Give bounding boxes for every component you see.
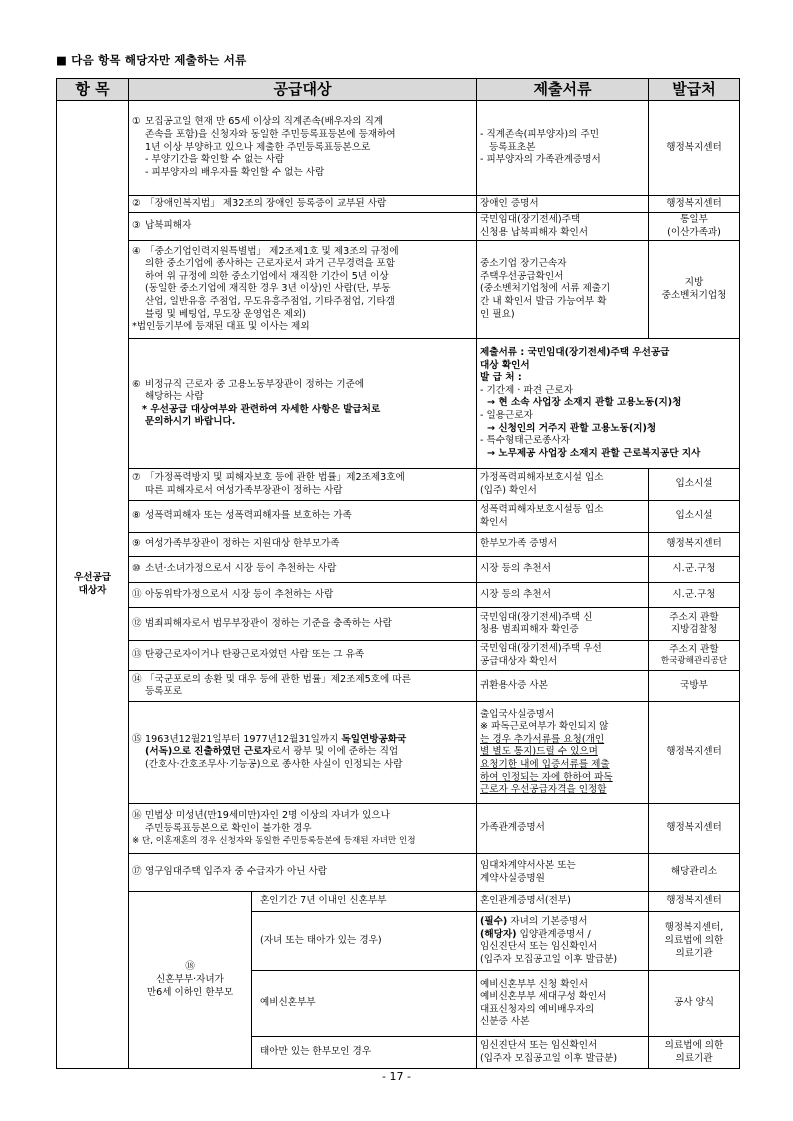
target-line: 블링 및 베팅업, 무도장 운영업은 제외) bbox=[145, 308, 307, 320]
condition-cell: 혼인기간 7년 이내인 신혼부부 bbox=[252, 892, 477, 912]
row-number: ⑦ bbox=[132, 472, 141, 484]
doc-line: - 피부양자의 가족관계증명서 bbox=[480, 154, 601, 166]
row-number: ⑩ bbox=[132, 563, 141, 575]
doc-line: 예비신혼부부 신청 확인서 bbox=[480, 978, 589, 990]
target-cell bbox=[129, 213, 477, 241]
issuer-line: 의료법에 의한 bbox=[664, 934, 724, 946]
target-line: (동일한 중소기업에 재직한 경우 3년 이상)인 사람(단, 부동 bbox=[145, 283, 391, 295]
target-line: 납북피해자 bbox=[145, 220, 192, 232]
target-line: 여성가족부장관이 정하는 지원대상 한부모가족 bbox=[145, 538, 340, 550]
target-line: 소년·소녀가정으로서 시장 등이 추천하는 사람 bbox=[145, 563, 337, 575]
issuer-cell: 행정복지센터 bbox=[649, 892, 740, 912]
target-line: *법인등기부에 등재된 대표 및 이사는 제외 bbox=[132, 321, 310, 333]
category-cell bbox=[57, 101, 129, 1069]
condition-cell: (자녀 또는 태아가 있는 경우) bbox=[252, 912, 477, 971]
row-number: ⑱ bbox=[185, 961, 195, 973]
doc-line: 가정폭력피해자보호시설 입소 bbox=[480, 472, 604, 484]
issuer-line: 통일부 bbox=[680, 214, 708, 225]
target-cell bbox=[129, 608, 477, 641]
row-number: ⑥ bbox=[132, 378, 141, 390]
category-line: 대상자 bbox=[78, 584, 107, 596]
documents-cell bbox=[477, 339, 740, 469]
target-line: 존속을 포함)을 신청자와 동일한 주민등록표등본에 등재하여 bbox=[145, 129, 396, 141]
target-line: 탄광근로자이거나 탄광근로자였던 사람 또는 그 유족 bbox=[145, 649, 365, 661]
table-row bbox=[57, 583, 740, 608]
table-row bbox=[57, 101, 740, 196]
doc-line: 대상 확인서 bbox=[480, 359, 530, 371]
row-number: ⑮ bbox=[132, 733, 142, 745]
issuer-line: 지방 bbox=[684, 277, 704, 289]
target-line: 성폭력피해자 또는 성폭력피해자를 보호하는 가족 bbox=[145, 510, 352, 522]
target-cell bbox=[129, 702, 477, 804]
target-line: 주민등록표등본으로 확인이 불가한 경우 bbox=[145, 823, 312, 835]
row-number: ② bbox=[132, 197, 141, 209]
issuer-cell: 행정복지센터 bbox=[649, 804, 740, 854]
target-note: * 우선공급 대상여부와 관련하여 자세한 사항은 발급처로 bbox=[142, 403, 381, 415]
documents-cell: 장애인 증명서 bbox=[477, 196, 649, 213]
row-number: ④ bbox=[132, 245, 141, 257]
doc-line: 출입국사실증명서 bbox=[480, 708, 555, 720]
target-cell bbox=[129, 854, 477, 892]
doc-text: 입양관계증명서 / bbox=[516, 928, 591, 940]
target-cell bbox=[129, 583, 477, 608]
documents-cell: 한부모가족 증명서 bbox=[477, 533, 649, 557]
documents-cell bbox=[477, 101, 649, 196]
row-number: ⑫ bbox=[132, 617, 142, 629]
doc-line: 근로자 우선공급자격을 인정함 bbox=[480, 784, 607, 796]
issuer-line: 행정복지센터, bbox=[664, 922, 724, 934]
row18-label-line: 만6세 이하인 한부모 bbox=[146, 986, 234, 998]
documents-cell bbox=[477, 641, 649, 671]
issuer-line: 의료기관 bbox=[675, 1052, 713, 1064]
table-row bbox=[57, 241, 740, 339]
doc-line: → 현 소속 사업장 소재지 관할 고용노동(지)청 bbox=[487, 397, 682, 409]
target-cell bbox=[129, 671, 477, 702]
doc-line: 국민임대(장기전세)주택 bbox=[480, 214, 581, 225]
table-row bbox=[57, 804, 740, 854]
documents-cell bbox=[477, 608, 649, 641]
target-line: 따른 피해자로서 여성가족부장관이 정하는 사람 bbox=[145, 484, 343, 496]
header-target: 공급대상 bbox=[129, 79, 477, 101]
issuer-line: 중소벤처기업청 bbox=[661, 289, 727, 301]
target-line: 영구임대주택 입주자 중 수급자가 아닌 사람 bbox=[145, 866, 328, 878]
doc-line: 하여 인정되는 자에 한하여 파독 bbox=[480, 771, 613, 783]
header-documents: 제출서류 bbox=[477, 79, 649, 101]
table-row bbox=[57, 641, 740, 671]
doc-line: (중소벤처기업청에 서류 제출기 bbox=[480, 283, 611, 295]
issuer-line: 한국광해관리공단 bbox=[660, 656, 728, 667]
doc-line: 제출서류 : 국민임대(장기전세)주택 우선공급 bbox=[480, 346, 670, 358]
doc-line: 중소기업 장기근속자 bbox=[480, 258, 567, 270]
doc-line: - 직계존속(피부양자)의 주민 bbox=[480, 129, 599, 141]
condition-cell: 태아만 있는 한부모인 경우 bbox=[252, 1037, 477, 1069]
doc-line: - 기간제 · 파견 근로자 bbox=[480, 384, 573, 396]
documents-cell: 가족관계증명서 bbox=[477, 804, 649, 854]
target-bold-text: (서독)으로 진출하였던 근로자 bbox=[145, 746, 272, 758]
issuer-line: 주소지 관할 bbox=[669, 611, 719, 623]
doc-line: 대표신청자의 예비배우자의 bbox=[480, 1003, 595, 1015]
documents-cell bbox=[477, 971, 649, 1037]
issuer-cell bbox=[649, 213, 740, 241]
target-line: 「가정폭력방지 및 피해자보호 등에 관한 법률」제2조제3호에 bbox=[145, 472, 405, 484]
doc-line: 청용 범죄피해자 확인증 bbox=[480, 624, 579, 636]
issuer-cell: 시.군.구청 bbox=[649, 557, 740, 583]
documents-cell: 혼인관계증명서(전부) bbox=[477, 892, 649, 912]
target-line: 하여 위 규정에 의한 중소기업에서 재직한 기간이 5년 이상 bbox=[145, 270, 389, 282]
doc-line: - 특수형태근로종사자 bbox=[480, 435, 570, 447]
target-line: 해당하는 사람 bbox=[145, 391, 204, 403]
issuer-line: 의료법에 의한 bbox=[664, 1040, 724, 1052]
issuer-line: (이산가족과) bbox=[667, 226, 721, 238]
row-number: ⑭ bbox=[132, 673, 142, 685]
doc-line: - 일용근로자 bbox=[480, 410, 533, 422]
target-line: 범죄피해자로서 법무부장관이 정하는 기준을 충족하는 사람 bbox=[145, 617, 392, 629]
documents-cell: 시장 등의 추천서 bbox=[477, 583, 649, 608]
doc-line: 인 필요) bbox=[480, 308, 515, 320]
doc-line: 예비신혼부부 세대구성 확인서 bbox=[480, 991, 607, 1003]
target-cell bbox=[129, 641, 477, 671]
issuer-line: 주소지 관할 bbox=[669, 643, 719, 655]
doc-line: 국민임대(장기전세)주택 신 bbox=[480, 611, 593, 623]
table-row bbox=[57, 854, 740, 892]
documents-cell bbox=[477, 912, 649, 971]
doc-line: 요청기한 내에 입증서류를 제출 bbox=[480, 759, 610, 771]
row-number: ③ bbox=[132, 220, 141, 232]
target-cell bbox=[129, 241, 477, 339]
target-cell bbox=[129, 557, 477, 583]
document-table bbox=[56, 78, 740, 1069]
issuer-line: 의료기관 bbox=[675, 947, 713, 959]
section-heading: ■ 다음 항목 해당자만 제출하는 서류 bbox=[56, 53, 247, 67]
page-number: - 17 - bbox=[382, 1070, 411, 1083]
condition-cell: 예비신혼부부 bbox=[252, 971, 477, 1037]
issuer-cell bbox=[649, 1037, 740, 1069]
doc-line: 간 내 확인서 발급 가능여부 확 bbox=[480, 296, 607, 308]
target-cell bbox=[129, 339, 477, 469]
table-row bbox=[57, 608, 740, 641]
target-line: 「중소기업인력지원특별법」 제2조제1호 및 제3조의 규정에 bbox=[145, 245, 399, 257]
target-line: 1년 이상 부양하고 있으나 제출한 주민등록표등본으로 bbox=[145, 141, 371, 153]
issuer-cell: 행정복지센터 bbox=[649, 101, 740, 196]
doc-line: 는 경우 추가서류를 요청(개인 bbox=[480, 733, 605, 745]
table-row bbox=[57, 501, 740, 533]
row-number: ⑯ bbox=[132, 810, 142, 822]
doc-text: 자녀의 기본증명서 bbox=[507, 916, 588, 927]
table-row bbox=[57, 671, 740, 702]
target-cell bbox=[129, 804, 477, 854]
table-row bbox=[57, 533, 740, 557]
row-number: ⑧ bbox=[132, 510, 141, 522]
documents-cell bbox=[477, 501, 649, 533]
target-bold-text: 독일연방공화국 bbox=[341, 733, 407, 745]
doc-line: 주택우선공급확인서 bbox=[480, 270, 564, 282]
doc-line: 확인서 bbox=[480, 516, 508, 528]
target-line: 아동위탁가정으로서 시장 등이 추천하는 사람 bbox=[145, 588, 334, 600]
issuer-cell bbox=[649, 912, 740, 971]
table-row bbox=[57, 702, 740, 804]
issuer-cell: 국방부 bbox=[649, 671, 740, 702]
target-cell bbox=[129, 196, 477, 213]
target-line: (간호사·간호조무사·기능공)으로 종사한 사실이 인정되는 사람 bbox=[145, 759, 403, 771]
doc-line: 성폭력피해자보호시설등 입소 bbox=[480, 504, 604, 516]
header-issuer: 발급처 bbox=[649, 79, 740, 101]
issuer-cell bbox=[649, 608, 740, 641]
doc-line: (입주자 모집공고일 이후 발급분) bbox=[480, 1052, 618, 1064]
table-row bbox=[57, 213, 740, 241]
doc-line: 공급대상자 확인서 bbox=[480, 655, 558, 667]
issuer-cell: 입소시설 bbox=[649, 501, 740, 533]
documents-cell bbox=[477, 213, 649, 241]
row-number: ⑰ bbox=[132, 866, 142, 878]
doc-bold-text: (해당자) bbox=[480, 928, 517, 940]
documents-cell bbox=[477, 241, 649, 339]
doc-line: ※ 파독근로여부가 확인되지 않 bbox=[480, 721, 609, 733]
doc-line: → 노무제공 사업장 소재지 관할 근로복지공단 지사 bbox=[487, 448, 701, 460]
doc-line: 국민임대(장기전세)주택 우선 bbox=[480, 643, 602, 655]
target-line: 민법상 미성년(만19세미만)자인 2명 이상의 자녀가 있으나 bbox=[145, 810, 390, 822]
target-note: 문의하시기 바랍니다. bbox=[145, 416, 236, 428]
header-item: 항 목 bbox=[57, 79, 129, 101]
row-number: ⑨ bbox=[132, 538, 141, 550]
target-cell bbox=[129, 469, 477, 501]
target-cell bbox=[129, 501, 477, 533]
issuer-cell: 시.군.구청 bbox=[649, 583, 740, 608]
target-line: 「장애인복지법」 제32조의 장애인 등록증이 교부된 사람 bbox=[145, 197, 387, 209]
table-row bbox=[57, 196, 740, 213]
documents-cell bbox=[477, 1037, 649, 1069]
issuer-cell: 해당관리소 bbox=[649, 854, 740, 892]
row-number: ⑬ bbox=[132, 649, 142, 661]
row18-label-cell bbox=[129, 892, 252, 1069]
table-row bbox=[57, 892, 740, 912]
doc-line: 별 별도 통지)드릴 수 있으며 bbox=[480, 746, 598, 758]
documents-cell bbox=[477, 854, 649, 892]
issuer-cell bbox=[649, 241, 740, 339]
doc-line: 임신진단서 또는 임신확인서 bbox=[480, 1040, 598, 1052]
doc-line: (입주) 확인서 bbox=[480, 484, 537, 496]
table-row bbox=[57, 557, 740, 583]
target-cell bbox=[129, 101, 477, 196]
target-line: 산업, 일반유흥 주점업, 무도유흥주점업, 기타주점업, 기타갬 bbox=[145, 296, 395, 308]
target-line: 의한 중소기업에 종사하는 근로자로서 과거 근무경력을 포함 bbox=[145, 258, 395, 270]
target-line: - 부양기간을 확인할 수 없는 사람 bbox=[145, 154, 285, 166]
documents-cell bbox=[477, 469, 649, 501]
table-row bbox=[57, 339, 740, 469]
doc-line: 신분증 사본 bbox=[480, 1016, 530, 1028]
issuer-cell: 행정복지센터 bbox=[649, 533, 740, 557]
row18-label-line: 신혼부부·자녀가 bbox=[156, 973, 224, 985]
doc-line: 임대차계약서사본 또는 bbox=[480, 860, 576, 872]
table-header-row bbox=[57, 79, 740, 101]
issuer-cell: 행정복지센터 bbox=[649, 196, 740, 213]
doc-line: 신청용 납북피해자 확인서 bbox=[480, 226, 589, 238]
issuer-cell: 입소시설 bbox=[649, 469, 740, 501]
doc-line: 계약사실증명원 bbox=[480, 872, 545, 884]
target-line: 모집공고일 현재 만 65세 이상의 직계존속(배우자의 직계 bbox=[145, 116, 384, 128]
issuer-cell: 공사 양식 bbox=[649, 971, 740, 1037]
issuer-line: 지방검찰청 bbox=[670, 624, 718, 636]
target-text: 1963년12월21일부터 1977년12월31일까지 bbox=[145, 733, 342, 745]
target-line: 비정규직 근로자 중 고용노동부장관이 정하는 기준에 bbox=[145, 378, 365, 390]
doc-line: 등록표초본 bbox=[489, 141, 536, 153]
documents-cell: 시장 등의 추천서 bbox=[477, 557, 649, 583]
issuer-cell bbox=[649, 641, 740, 671]
doc-line: (입주자 모집공고일 이후 발급분) bbox=[480, 953, 618, 965]
target-cell bbox=[129, 533, 477, 557]
doc-line: 임신진단서 또는 임신확인서 bbox=[480, 941, 598, 953]
target-line: 등록포로 bbox=[145, 686, 183, 698]
documents-cell bbox=[477, 702, 649, 804]
issuer-cell: 행정복지센터 bbox=[649, 702, 740, 804]
target-note: ※ 단, 이혼재혼의 경우 신청자와 동일한 주민등록등본에 등재된 자녀만 인정 bbox=[132, 835, 416, 846]
row-number: ① bbox=[132, 116, 141, 128]
row-number: ⑪ bbox=[132, 588, 142, 600]
doc-line: → 신청인의 거주지 관할 고용노동(지)청 bbox=[487, 422, 657, 434]
doc-bold-text: (필수) bbox=[480, 916, 508, 927]
target-line: - 피부양자의 배우자를 확인할 수 없는 사람 bbox=[145, 166, 325, 178]
table-row bbox=[57, 469, 740, 501]
target-text: 로서 광부 및 이에 준하는 직업 bbox=[271, 746, 399, 758]
category-line: 우선공급 bbox=[73, 572, 112, 583]
doc-line: 발 급 처 : bbox=[480, 372, 522, 384]
documents-cell: 귀환용사증 사본 bbox=[477, 671, 649, 702]
target-line: 「국군포로의 송환 및 대우 등에 관한 법률」제2조제5호에 따른 bbox=[145, 673, 411, 685]
